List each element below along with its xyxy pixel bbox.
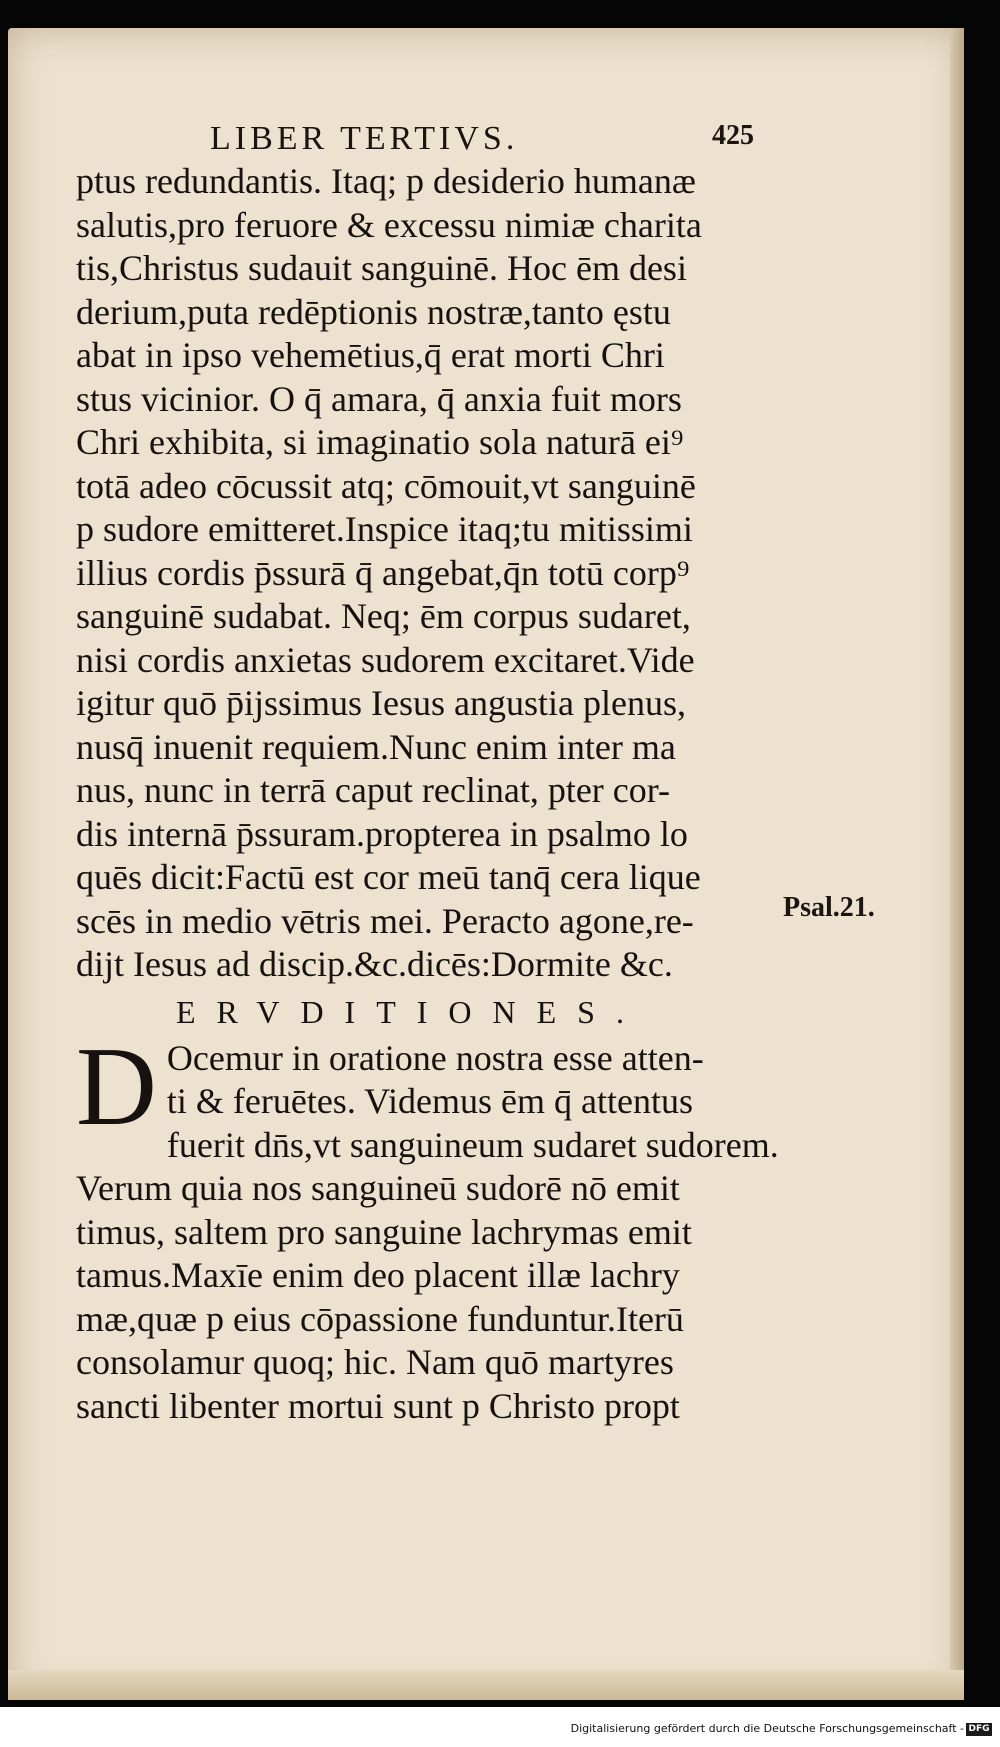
text-line: tis,Christus sudauit sanguinē. Hoc ēm desi	[76, 248, 687, 288]
running-head: LIBER TERTIVS.	[210, 120, 519, 157]
text-line: ti & feruētes. Videmus ēm q̄ attentus	[166, 1081, 693, 1121]
text-line: salutis,pro feruore & excessu nimiæ charita	[76, 204, 702, 245]
marginal-note: Psal.21.	[783, 892, 875, 923]
text-line: fuerit dn̄s,vt sanguineum sudaret sudorem.	[166, 1124, 779, 1165]
text-line: dijt Iesus ad discip.&c.dicēs:Dormite &c.	[76, 944, 673, 984]
text-line: p sudore emitteret.Inspice itaq;tu mitissimi	[76, 509, 693, 549]
text-line: timus, saltem pro sanguine lachrymas emit	[76, 1211, 692, 1252]
text-line: dis internā p̄ssuram.propterea in psalmo lo	[76, 813, 688, 854]
drop-cap: D	[76, 1024, 157, 1149]
folio-number: 425	[712, 120, 754, 151]
text-line: igitur quō p̄ijssimus Iesus angustia plenus,	[76, 683, 686, 723]
text-line: nus, nunc in terrā caput reclinat, pter cor-	[76, 770, 671, 810]
text-line: tamus.Maxīe enim deo placent illæ lachry	[76, 1255, 680, 1295]
section-heading: ERVDITIONES.	[176, 993, 645, 1030]
text-line: mæ,quæ p eius cōpassione funduntur.Iterū	[76, 1298, 684, 1339]
text-line: Chri exhibita, si imaginatio sola naturā ei⁹	[76, 422, 684, 462]
page-edge-right	[950, 28, 964, 1700]
text-line: abat in ipso vehemētius,q̄ erat morti Chri	[76, 335, 665, 375]
footer-bar	[0, 1707, 1000, 1747]
text-line: sancti libenter mortui sunt p Christo propt	[76, 1385, 680, 1426]
text-line: illius cordis p̄ssurā q̄ angebat,q̄n totū corp⁹	[76, 552, 690, 593]
text-line: ptus redundantis. Itaq; p desiderio humanæ	[76, 161, 696, 201]
text-line: totā adeo cōcussit atq; cōmouit,vt sanguinē	[76, 465, 696, 506]
text-line: Ocemur in oratione nostra esse atten-	[166, 1037, 704, 1078]
text-line: scēs in medio vētris mei. Peracto agone,re-	[76, 900, 694, 941]
text-line: derium,puta redēptionis nostræ,tanto ęstu	[76, 291, 671, 332]
text-block	[76, 160, 796, 1428]
text-line: stus vicinior. O q̄ amara, q̄ anxia fuit mors	[76, 378, 682, 419]
page-edge-bottom	[8, 1670, 964, 1700]
text-line: consolamur quoq; hic. Nam quō martyres	[76, 1342, 674, 1382]
footer-credit: Digitalisierung gefördert durch die Deutsche Forschungsgemeinschaft -	[570, 1722, 964, 1735]
text-line: sanguinē sudabat. Neq; ēm corpus sudaret,	[76, 596, 691, 636]
dfg-logo-icon: DFG	[966, 1723, 992, 1736]
text-line: nisi cordis anxietas sudorem excitaret.Vide	[76, 639, 695, 680]
text-line: quēs dicit:Factū est cor meū tanq̄ cera lique	[76, 857, 701, 897]
text-line: nusq̄ inuenit requiem.Nunc enim inter ma	[76, 726, 676, 767]
text-line: Verum quia nos sanguineū sudorē nō emit	[76, 1168, 680, 1208]
